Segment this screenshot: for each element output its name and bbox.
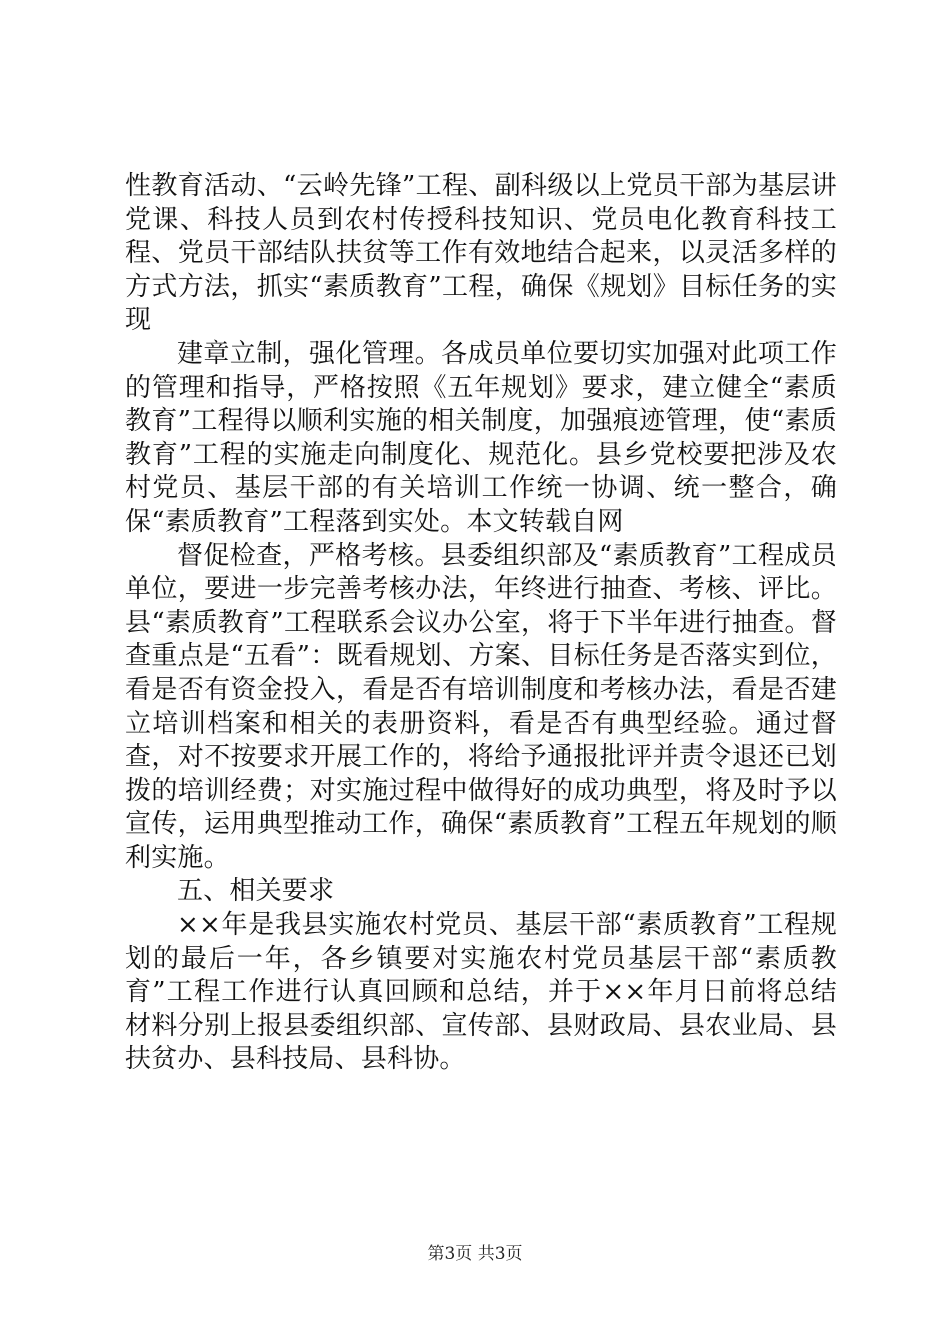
paragraph-requirements: ××年是我县实施农村党员、基层干部“素质教育”工程规划的最后一年，各乡镇要对实施农村党员基层干部“素质教育”工程工作进行认真回顾和总结，并于××年月日前将总结材料分别上报县委组织部、宣传部、县财政局、县农业局、县扶贫办、县科技局、县科协。 xyxy=(125,910,837,1075)
section-heading-requirements: 五、相关要求 xyxy=(177,876,335,907)
paragraph-supervision-and-assessment: 督促检查，严格考核。县委组织部及“素质教育”工程成员单位，要进一步完善考核办法，年终进行抽查、考核、评比。县“素质教育”工程联系会议办公室，将于下半年进行抽查。督查重点是“五看”：既看规划、方案、目标任务是否落实到位，看是否有资金投入，看是否有培训制度和考核办法，看是否建立培训档案和相关的表册资料，看是否有典型经验。通过督查，对不按要求开展工作的，将给予通报批评并责令退还已划拨的培训经费；对实施过程中做得好的成功典型，将及时予以宣传，运用典型推动工作，确保“素质教育”工程五年规划的顺利实施。 xyxy=(125,540,837,873)
paragraph-rules-and-management: 建章立制，强化管理。各成员单位要切实加强对此项工作的管理和指导，严格按照《五年规划》要求，建立健全“素质教育”工程得以顺利实施的相关制度，加强痕迹管理，使“素质教育”工程的实施走向制度化、规范化。县乡党校要把涉及农村党员、基层干部的有关培训工作统一协调、统一整合，确保“素质教育”工程落到实处。本文转载自网 xyxy=(125,338,837,537)
page-number-footer: 第3页 共3页 xyxy=(427,1244,523,1264)
document-body xyxy=(125,170,837,1077)
paragraph-continuation: 性教育活动、“云岭先锋”工程、副科级以上党员干部为基层讲党课、科技人员到农村传授科技知识、党员电化教育科技工程、党员干部结队扶贫等工作有效地结合起来，以灵活多样的方式方法，抓实“素质教育”工程，确保《规划》目标任务的实现 xyxy=(125,171,837,336)
